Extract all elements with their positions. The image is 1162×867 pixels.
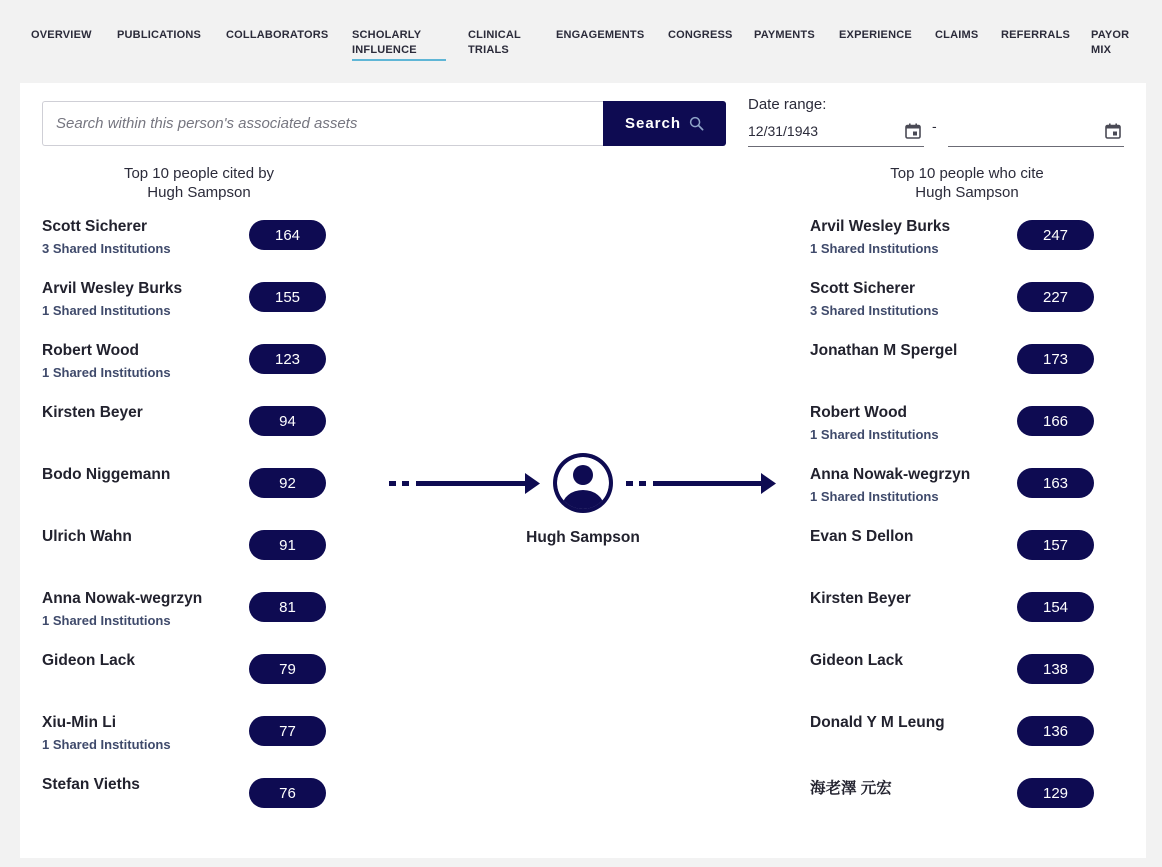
citation-count-badge: 164	[249, 220, 326, 250]
citation-count-badge: 91	[249, 530, 326, 560]
person-name[interactable]: Robert Wood	[42, 342, 140, 359]
citation-count-badge: 163	[1017, 468, 1094, 498]
person-name[interactable]: Scott Sicherer	[42, 218, 148, 235]
person-name[interactable]: Evan S Dellon	[810, 528, 914, 545]
citation-count-badge: 247	[1017, 220, 1094, 250]
list-item	[42, 404, 332, 450]
shared-institutions[interactable]: 1 Shared Institutions	[42, 613, 171, 628]
top-nav	[0, 0, 1162, 82]
person-name[interactable]: Bodo Niggemann	[42, 466, 171, 483]
person-name[interactable]: Arvil Wesley Burks	[810, 218, 951, 235]
tab-engagements[interactable]: ENGAGEMENTS	[556, 29, 645, 41]
list-item	[810, 404, 1100, 450]
search-button-label: Search	[624, 115, 682, 132]
citation-count-badge: 79	[249, 654, 326, 684]
person-name[interactable]: Kirsten Beyer	[810, 590, 911, 607]
citation-count-badge: 154	[1017, 592, 1094, 622]
search-button[interactable]	[603, 101, 726, 146]
person-name[interactable]: Kirsten Beyer	[42, 404, 143, 421]
list-item	[810, 776, 1100, 822]
shared-institutions[interactable]: 1 Shared Institutions	[42, 365, 171, 380]
person-name[interactable]: Robert Wood	[810, 404, 908, 421]
person-name[interactable]: Arvil Wesley Burks	[42, 280, 183, 297]
list-item	[42, 590, 332, 636]
citation-count-badge: 123	[249, 344, 326, 374]
list-item	[42, 280, 332, 326]
list-item	[810, 714, 1100, 760]
list-item	[42, 776, 332, 822]
citation-count-badge: 136	[1017, 716, 1094, 746]
right-arrow	[626, 473, 776, 494]
person-name[interactable]: Scott Sicherer	[810, 280, 916, 297]
search-input[interactable]	[42, 101, 604, 146]
date-start-field[interactable]	[748, 118, 924, 147]
person-name[interactable]: Xiu-Min Li	[42, 714, 117, 731]
tab-experience[interactable]: EXPERIENCE	[839, 29, 912, 41]
person-name[interactable]: Donald Y M Leung	[810, 714, 945, 731]
list-item	[42, 342, 332, 388]
person-name[interactable]: Anna Nowak-wegrzyn	[810, 466, 971, 483]
citation-count-badge: 138	[1017, 654, 1094, 684]
list-item	[810, 342, 1100, 388]
date-range-separator: -	[932, 118, 937, 134]
shared-institutions[interactable]: 3 Shared Institutions	[810, 303, 939, 318]
citation-count-badge: 166	[1017, 406, 1094, 436]
list-item	[42, 652, 332, 698]
person-name[interactable]: Ulrich Wahn	[42, 528, 132, 545]
person-name[interactable]: Gideon Lack	[810, 652, 904, 669]
tab-payments[interactable]: PAYMENTS	[754, 29, 815, 41]
citation-count-badge: 92	[249, 468, 326, 498]
shared-institutions[interactable]: 1 Shared Institutions	[810, 489, 939, 504]
left-heading-line1: Top 10 people cited by	[123, 165, 275, 182]
citation-count-badge: 76	[249, 778, 326, 808]
shared-institutions[interactable]: 3 Shared Institutions	[42, 241, 171, 256]
date-end-field[interactable]	[948, 118, 1124, 147]
list-item	[42, 218, 332, 264]
shared-institutions[interactable]: 1 Shared Institutions	[810, 241, 939, 256]
citation-count-badge: 173	[1017, 344, 1094, 374]
list-item	[42, 466, 332, 512]
list-item	[810, 218, 1100, 264]
tab-overview[interactable]: OVERVIEW	[31, 29, 92, 41]
list-item	[810, 590, 1100, 636]
tab-collaborators[interactable]: COLLABORATORS	[226, 29, 329, 41]
list-item	[810, 280, 1100, 326]
date-range-label: Date range:	[748, 96, 827, 113]
person-avatar-icon	[552, 452, 614, 514]
shared-institutions[interactable]: 1 Shared Institutions	[42, 303, 171, 318]
shared-institutions[interactable]: 1 Shared Institutions	[42, 737, 171, 752]
person-name[interactable]: Anna Nowak-wegrzyn	[42, 590, 203, 607]
tab-referrals[interactable]: REFERRALS	[1001, 29, 1071, 41]
list-item	[810, 652, 1100, 698]
calendar-icon[interactable]	[1104, 122, 1122, 140]
left-column-heading	[80, 164, 318, 202]
left-arrow	[389, 473, 540, 494]
focus-person-name[interactable]: Hugh Sampson	[526, 529, 640, 546]
list-item	[810, 528, 1100, 574]
citation-count-badge: 157	[1017, 530, 1094, 560]
left-heading-line2: Hugh Sampson	[147, 184, 251, 201]
citation-count-badge: 155	[249, 282, 326, 312]
citation-count-badge: 81	[249, 592, 326, 622]
calendar-icon[interactable]	[904, 122, 922, 140]
person-name[interactable]: 海老澤 元宏	[810, 780, 892, 797]
list-item	[42, 714, 332, 760]
tab-scholarly-influence[interactable]: SCHOLARLY INFLUENCE	[352, 28, 446, 58]
tab-claims[interactable]: CLAIMS	[935, 29, 979, 41]
tab-payor-mix[interactable]: PAYOR MIX	[1091, 29, 1130, 56]
citation-count-badge: 94	[249, 406, 326, 436]
tab-congress[interactable]: CONGRESS	[668, 29, 733, 41]
search-icon	[689, 116, 704, 131]
tab-publications[interactable]: PUBLICATIONS	[117, 29, 202, 41]
citation-count-badge: 129	[1017, 778, 1094, 808]
person-name[interactable]: Jonathan M Spergel	[810, 342, 958, 359]
right-heading-line1: Top 10 people who cite	[890, 165, 1044, 182]
list-item	[810, 466, 1100, 512]
person-name[interactable]: Stefan Vieths	[42, 776, 140, 793]
right-column-heading	[848, 164, 1086, 202]
tab-clinical-trials[interactable]: CLINICAL TRIALS	[468, 29, 521, 56]
shared-institutions[interactable]: 1 Shared Institutions	[810, 427, 939, 442]
list-item	[42, 528, 332, 574]
citation-count-badge: 77	[249, 716, 326, 746]
citation-count-badge: 227	[1017, 282, 1094, 312]
date-start-value: 12/31/1943	[748, 123, 819, 139]
person-name[interactable]: Gideon Lack	[42, 652, 136, 669]
right-heading-line2: Hugh Sampson	[915, 184, 1019, 201]
